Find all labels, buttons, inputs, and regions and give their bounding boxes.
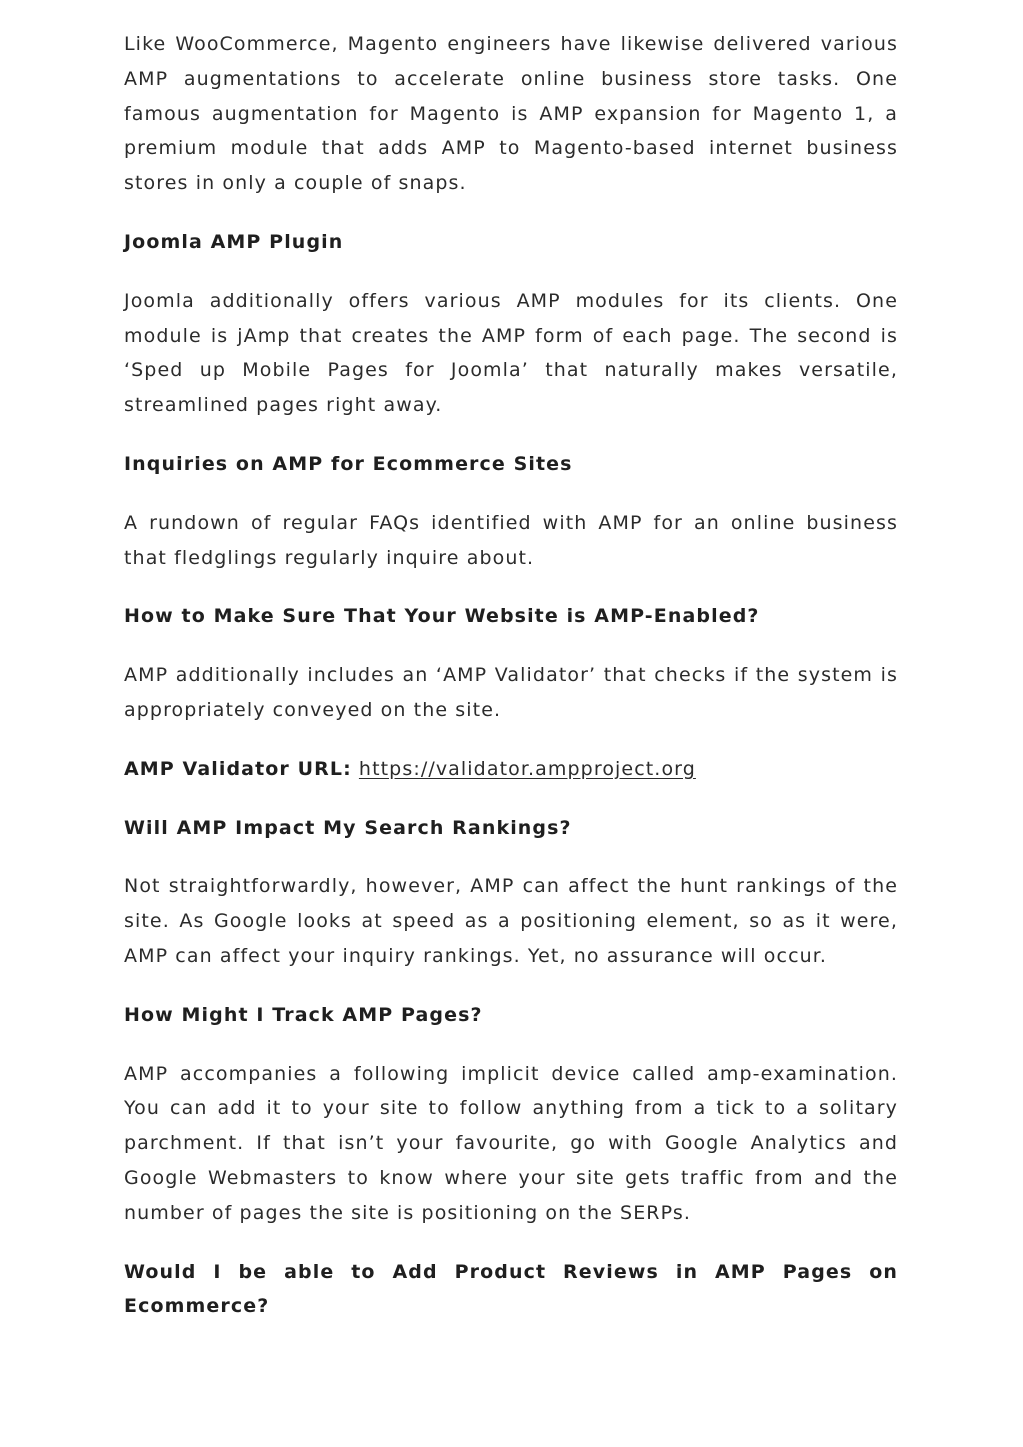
validator-url-label: AMP Validator URL: [124, 757, 352, 780]
paragraph-amp-validator: AMP additionally includes an ‘AMP Validator’ that checks if the system is appropriately conveyed on the site. [124, 664, 898, 721]
validator-url-line [124, 752, 898, 787]
paragraph-track-amp-pages: AMP accompanies a following implicit device called amp-examination. You can add it to your site to follow anything from a tick to a solitary parchment. If that isn’t your favourite, go with Google Analytics and Google Webmasters to know where your site gets traffic from and the number of pages the site is positioning on the SERPs. [124, 1062, 898, 1224]
paragraph-magento: Like WooCommerce, Magento engineers have likewise delivered various AMP augmentations to accelerate online business store tasks. One famous augmentation for Magento is AMP expansion for Magento 1, a premium module that adds AMP to Magento-based internet business stores in only a couple of snaps. [124, 33, 898, 195]
heading-make-sure-amp-enabled: How to Make Sure That Your Website is AMP-Enabled? [124, 605, 760, 628]
heading-joomla-amp-plugin: Joomla AMP Plugin [124, 230, 344, 253]
document-page [124, 27, 898, 1324]
validator-url-link[interactable]: https://validator.ampproject.org [358, 757, 696, 780]
heading-product-reviews: Would I be able to Add Product Reviews in AMP Pages on Ecommerce? [124, 1260, 898, 1318]
heading-inquiries: Inquiries on AMP for Ecommerce Sites [124, 452, 573, 475]
paragraph-inquiries: A rundown of regular FAQs identified with AMP for an online business that fledglings regularly inquire about. [124, 511, 898, 569]
heading-track-amp-pages: How Might I Track AMP Pages? [124, 1003, 483, 1026]
paragraph-search-rankings: Not straightforwardly, however, AMP can affect the hunt rankings of the site. As Google looks at speed as a positioning element, so as it were, AMP can affect your inquiry rankings. Yet, no assurance will occur. [124, 875, 898, 967]
heading-search-rankings: Will AMP Impact My Search Rankings? [124, 816, 572, 839]
paragraph-joomla: Joomla additionally offers various AMP modules for its clients. One module is jAmp that creates the AMP form of each page. The second is ‘Sped up Mobile Pages for Joomla’ that naturally makes versatile, streamlined pages right away. [124, 289, 898, 417]
